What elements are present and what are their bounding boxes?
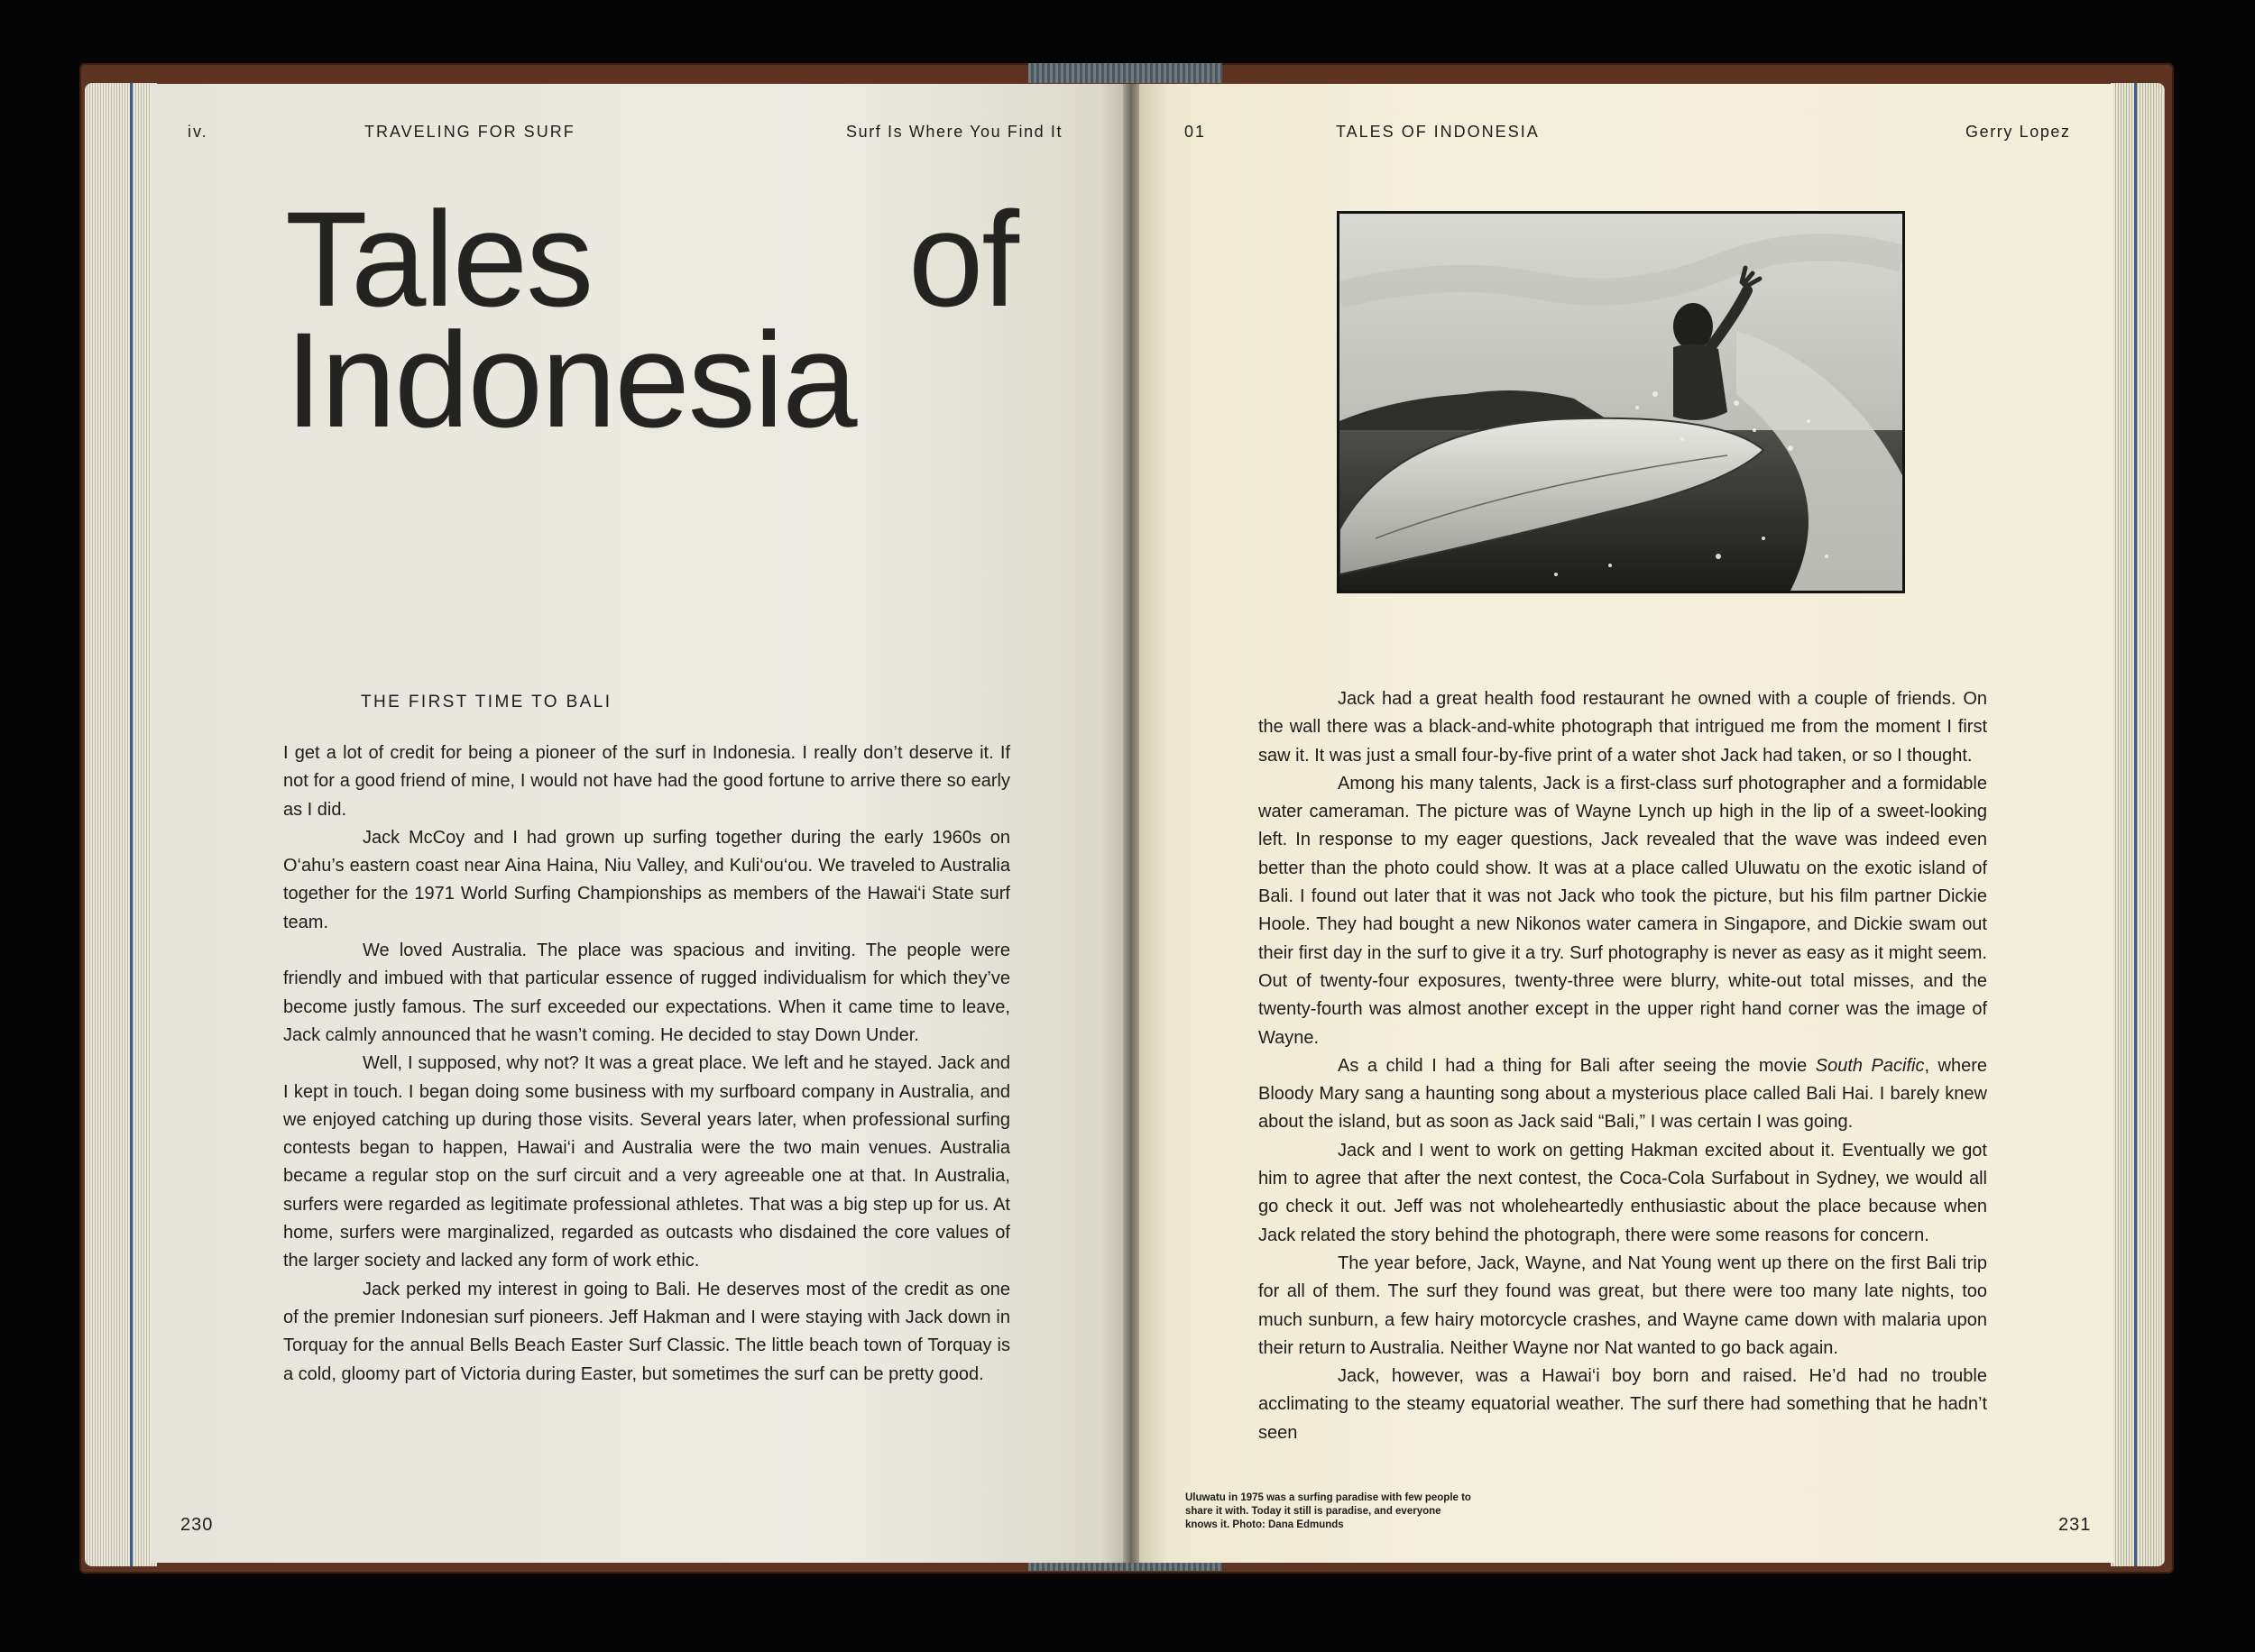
paragraph: Well, I supposed, why not? It was a great place. We left and he stayed. Jack and I kept in touch. I began doing some business with my surfboard company in Australia, and we enjoyed catching up during those visits. Several years later, when professional surfing contests began to happen, Hawai‘i and Australia were the two main venues. Australia became a regular stop on the surf circuit and a very agreeable one at that. In Australia, surfers were regarded as legitimate professional athletes. That was a big step up for us. At home, surfers were marginalized, regarded as outcasts who disdained the core values of the larger society and lacked any form of work ethic.: [283, 1053, 1010, 1271]
paragraph-text: , where Bloody Mary sang a haunting song about a mysterious place called Bali Hai. I barely knew about the island, but as soon as Jack said “Bali,” I was certain I was going.: [1258, 1055, 1988, 1133]
author-name: Gerry Lopez: [1965, 123, 2071, 141]
page-number-right: 231: [2058, 1515, 2092, 1535]
paragraph: Among his many talents, Jack is a first-class surf photographer and a formidable water cameraman. The picture was of Wayne Lynch up high in the lip of a sweet-looking left. In response to my eager questions, Jack revealed that the wave was indeed even better than the photo could show. It was at a place called Uluwatu on the exotic island of Bali. I found out later that it was not Jack who took the picture, but his film partner Dickie Hoole. They had bought a new Nikonos water camera in Singapore, and Dickie swam out their first day in the surf to give it a try. Surf photography is never as easy as it might seem. Out of twenty-four exposures, twenty-three were blurry, white-out total misses, and the twenty-fourth was almost another except in the upper right hand corner was the image of Wayne.: [1258, 773, 1987, 1048]
left-body-text: [283, 739, 1010, 1389]
paragraph-text: As a child I had a thing for Bali after seeing the movie: [1338, 1055, 1816, 1076]
section-number: iv.: [188, 123, 208, 141]
headband-top: [1028, 63, 1222, 83]
title-word-of: of: [907, 183, 1017, 335]
movie-title: South Pacific: [1815, 1055, 1925, 1076]
gutter: [1123, 84, 1139, 1563]
title-word-indonesia: Indonesia: [285, 304, 856, 455]
paragraph: Jack had a great health food restaurant he owned with a couple of friends. On the wall there was a black-and-white photograph that intrigued me from the moment I first saw it. It was just a small four-by-five print of a water shot Jack had taken, or so I thought.: [1258, 689, 1987, 766]
title-word-tales: Tales: [285, 183, 593, 335]
page-edges-right: [2111, 83, 2165, 1566]
paragraph: [1258, 1052, 1987, 1137]
page-number-left: 230: [180, 1515, 214, 1535]
photo-caption: Uluwatu in 1975 was a surfing paradise with few people to share it with. Today it still is paradise, and everyone knows it. Photo: Dana Edmunds: [1185, 1492, 1471, 1530]
paragraph: We loved Australia. The place was spacious and inviting. The people were friendly and imbued with that particular essence of rugged individualism for which they’ve become justly famous. The surf exceeded our expectations. When it came time to leave, Jack calmly announced that he wasn’t coming. He decided to stay Down Under.: [283, 941, 1010, 1045]
paragraph: Jack perked my interest in going to Bali. He deserves most of the credit as one of the premier Indonesian surf pioneers. Jeff Hakman and I were staying with Jack down in Torquay for the annual Bells Beach Easter Surf Classic. The little beach town of Torquay is a cold, gloomy part of Victoria during Easter, but sometimes the surf can be pretty good.: [283, 1279, 1010, 1384]
surfer-photo: [1337, 211, 1905, 593]
paragraph: Jack, however, was a Hawai‘i boy born and raised. He’d had no trouble acclimating to the steamy equatorial weather. The surf there had something that he hadn’t seen: [1258, 1366, 1987, 1443]
paragraph: Jack McCoy and I had grown up surfing together during the early 1960s on O‘ahu’s eastern coast near Aina Haina, Niu Valley, and Kuli‘ou‘ou. We traveled to Australia together for the 1971 World Surfing Championships as members of the Hawai‘i State surf team.: [283, 827, 1010, 932]
section-title: TRAVELING FOR SURF: [364, 123, 575, 141]
paragraph: The year before, Jack, Wayne, and Nat Young went up there on the first Bali trip for all of them. The surf they found was great, but there were too many late nights, too much sunburn, a few hairy motorcycle crashes, and Wayne came down with malaria upon their return to Australia. Neither Wayne nor Nat wanted to go back again.: [1258, 1253, 1987, 1358]
chapter-title: [285, 183, 1017, 455]
chapter-number: 01: [1184, 123, 1207, 141]
subhead: THE FIRST TIME TO BALI: [361, 693, 612, 711]
page-edges-left: [85, 83, 157, 1566]
paragraph: Jack and I went to work on getting Hakman excited about it. Eventually we got him to agree that after the next contest, the Coca-Cola Surfabout in Sydney, we would all go check it out. Jeff was not wholeheartedly enthusiastic about the place because when Jack related the story behind the photograph, there were some reasons for concern.: [1258, 1140, 1987, 1245]
book-title: Surf Is Where You Find It: [846, 123, 1063, 141]
paragraph: I get a lot of credit for being a pioneer of the surf in Indonesia. I really don’t deserve it. If not for a good friend of mine, I would not have had the good fortune to arrive there so early as I did.: [283, 743, 1010, 820]
right-body-text: [1258, 685, 1987, 1447]
chapter-running-title: TALES OF INDONESIA: [1336, 123, 1540, 141]
